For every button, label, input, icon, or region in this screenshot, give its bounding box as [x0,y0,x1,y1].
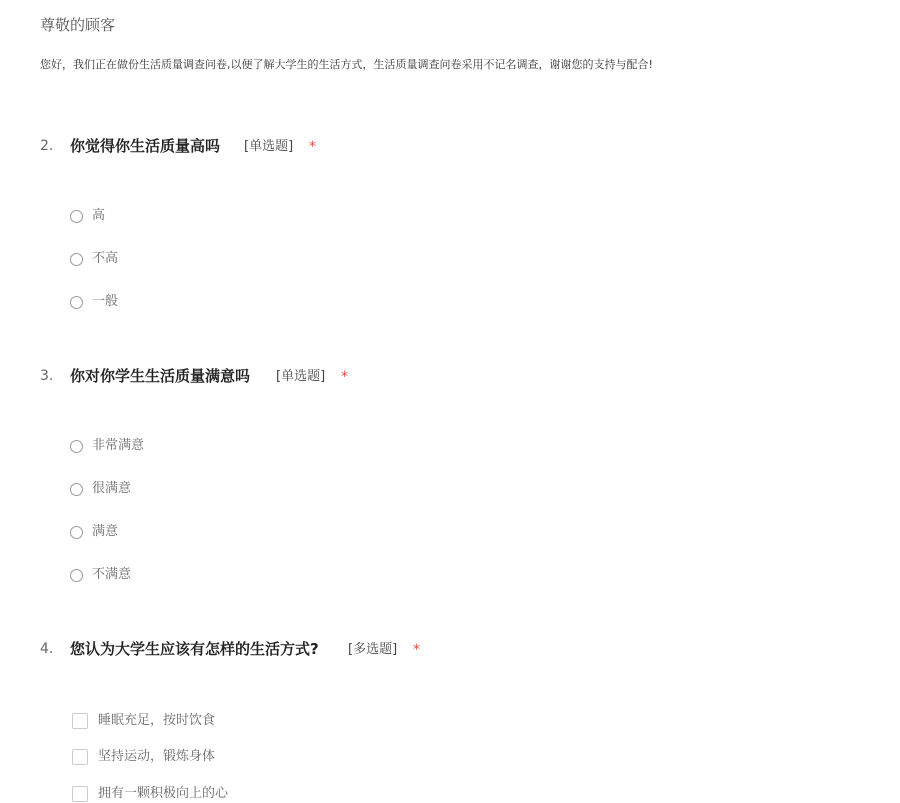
option-label: 拥有一颗积极向上的心 [98,786,229,801]
radio-circle-icon[interactable] [70,526,83,539]
option-label: 一般 [92,294,119,309]
required-marker: * [341,369,348,385]
option-label: 很满意 [92,481,132,496]
option-manyi[interactable] [70,523,118,541]
question-number: 4. [40,641,54,657]
option-feichangmanyi[interactable] [70,437,144,455]
radio-circle-icon[interactable] [70,210,83,223]
required-marker: * [309,139,316,155]
radio-circle-icon[interactable] [70,483,83,496]
question-number: 2. [40,138,54,154]
option-henmanyi[interactable] [70,480,131,498]
option-label: 非常满意 [92,438,145,453]
option-label: 不满意 [92,567,132,582]
question-type-badge: [多选题] [348,642,398,657]
option-sleep-eat[interactable] [72,712,215,730]
radio-circle-icon[interactable] [70,253,83,266]
option-label: 高 [92,208,106,223]
option-yiban[interactable] [70,293,118,311]
option-gao[interactable] [70,207,105,225]
checkbox-icon[interactable] [72,749,88,765]
option-bugao[interactable] [70,250,118,268]
question-type-badge: [单选题] [276,369,326,384]
option-label: 不高 [92,251,119,266]
question-title: 你对你学生生活质量满意吗 [70,367,251,385]
option-label: 睡眠充足，按时饮食 [98,713,216,728]
option-exercise[interactable] [72,748,215,766]
question-title: 你觉得你生活质量高吗 [70,137,221,155]
option-label: 满意 [92,524,119,539]
radio-circle-icon[interactable] [70,296,83,309]
question-number: 3. [40,368,54,384]
question-title: 您认为大学生应该有怎样的生活方式? [70,640,319,658]
radio-circle-icon[interactable] [70,440,83,453]
option-positive-mind[interactable] [72,785,228,803]
option-label: 坚持运动，锻炼身体 [98,749,216,764]
checkbox-icon[interactable] [72,713,88,729]
question-type-badge: [单选题] [244,139,294,154]
radio-circle-icon[interactable] [70,569,83,582]
survey-intro: 您好，我们正在做份生活质量调查问卷,以便了解大学生的生活方式，生活质量调查问卷采用不记名调查，谢谢您的支持与配合! [40,58,653,71]
survey-greeting: 尊敬的顾客 [40,16,116,34]
option-bumanyi[interactable] [70,566,131,584]
required-marker: * [413,642,420,658]
